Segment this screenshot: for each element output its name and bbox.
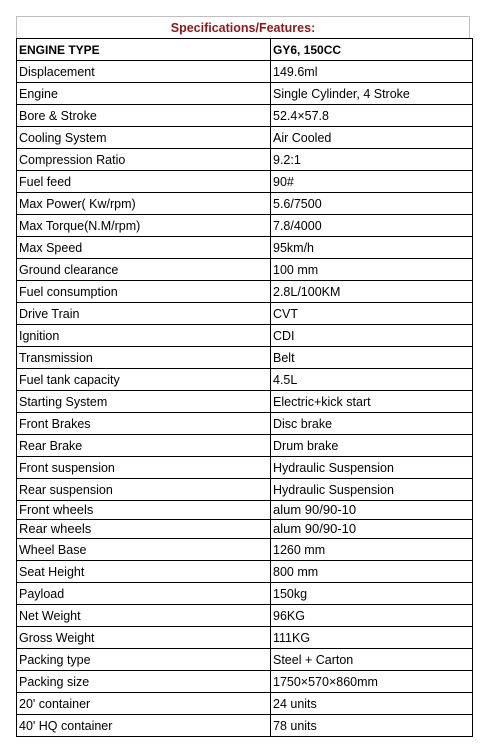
row-label: Ignition [17,325,271,347]
row-value: 1260 mm [271,539,473,561]
table-row [17,627,473,649]
table-row [17,649,473,671]
row-label: Seat Height [17,561,271,583]
row-label: Max Power( Kw/rpm) [17,193,271,215]
table-row [17,435,473,457]
row-label: Ground clearance [17,259,271,281]
row-label: Front wheels [17,501,271,520]
row-label: Fuel feed [17,171,271,193]
row-label: Engine [17,83,271,105]
row-label: Bore & Stroke [17,105,271,127]
row-label: Fuel tank capacity [17,369,271,391]
row-label: ENGINE TYPE [17,39,271,61]
spec-sheet [16,16,470,737]
table-row [17,193,473,215]
row-value: Hydraulic Suspension [271,479,473,501]
row-label: Max Torque(N.M/rpm) [17,215,271,237]
row-value: 96KG [271,605,473,627]
row-value: 95km/h [271,237,473,259]
row-value: 149.6ml [271,61,473,83]
table-row [17,413,473,435]
table-row [17,347,473,369]
row-value: 9.2:1 [271,149,473,171]
row-value: Belt [271,347,473,369]
row-label: Rear suspension [17,479,271,501]
row-value: GY6, 150CC [271,39,473,61]
table-row [17,457,473,479]
row-label: Fuel consumption [17,281,271,303]
table-row [17,171,473,193]
row-label: Compression Ratio [17,149,271,171]
row-value: CVT [271,303,473,325]
row-label: Gross Weight [17,627,271,649]
table-row [17,127,473,149]
table-row [17,391,473,413]
row-value: 800 mm [271,561,473,583]
row-value: Air Cooled [271,127,473,149]
row-label: Packing type [17,649,271,671]
row-value: Hydraulic Suspension [271,457,473,479]
table-row [17,520,473,539]
row-label: Wheel Base [17,539,271,561]
row-label: Drive Train [17,303,271,325]
row-label: 20' container [17,693,271,715]
row-label: Displacement [17,61,271,83]
table-row [17,303,473,325]
row-value: alum 90/90-10 [271,520,473,539]
spec-table [16,38,473,737]
table-row [17,501,473,520]
row-value: 1750×570×860mm [271,671,473,693]
spec-title: Specifications/Features: [16,16,470,38]
table-row [17,325,473,347]
row-label: Transmission [17,347,271,369]
table-row [17,105,473,127]
row-label: Packing size [17,671,271,693]
row-label: Rear Brake [17,435,271,457]
table-row [17,561,473,583]
row-value: 2.8L/100KM [271,281,473,303]
row-label: Net Weight [17,605,271,627]
table-row [17,605,473,627]
table-row [17,693,473,715]
row-label: Front suspension [17,457,271,479]
table-row [17,369,473,391]
row-value: 111KG [271,627,473,649]
row-value: 4.5L [271,369,473,391]
table-row [17,281,473,303]
row-value: 90# [271,171,473,193]
table-row [17,215,473,237]
row-label: Max Speed [17,237,271,259]
table-row [17,715,473,737]
row-label: Cooling System [17,127,271,149]
row-label: Rear wheels [17,520,271,539]
row-value: Electric+kick start [271,391,473,413]
row-value: 150kg [271,583,473,605]
row-value: Disc brake [271,413,473,435]
table-row [17,259,473,281]
row-value: alum 90/90-10 [271,501,473,520]
row-label: Front Brakes [17,413,271,435]
row-label: Starting System [17,391,271,413]
table-row [17,39,473,61]
table-row [17,479,473,501]
row-value: Steel + Carton [271,649,473,671]
row-label: 40' HQ container [17,715,271,737]
row-value: 78 units [271,715,473,737]
row-value: 7.8/4000 [271,215,473,237]
row-value: 24 units [271,693,473,715]
row-value: 100 mm [271,259,473,281]
row-value: CDI [271,325,473,347]
row-value: Drum brake [271,435,473,457]
table-row [17,149,473,171]
table-row [17,671,473,693]
row-label: Payload [17,583,271,605]
row-value: Single Cylinder, 4 Stroke [271,83,473,105]
table-row [17,237,473,259]
table-row [17,539,473,561]
table-row [17,583,473,605]
table-row [17,61,473,83]
row-value: 5.6/7500 [271,193,473,215]
table-row [17,83,473,105]
row-value: 52.4×57.8 [271,105,473,127]
